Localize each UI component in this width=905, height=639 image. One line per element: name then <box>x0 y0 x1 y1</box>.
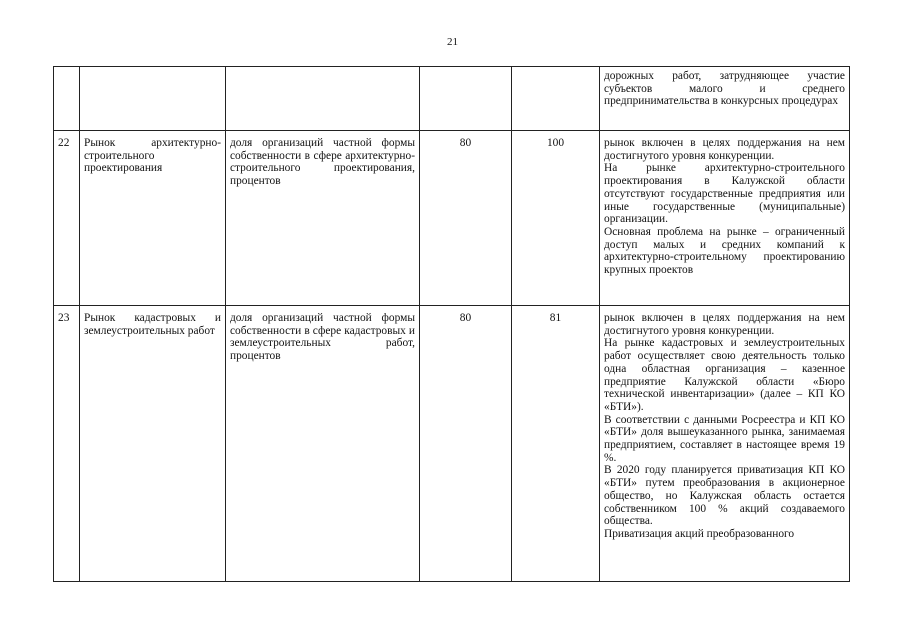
comment-paragraph: Основная проблема на рынке – ограниченный доступ малых и средних компаний к архитектурно-строительному проектированию крупных проектов <box>604 225 845 277</box>
comment-paragraph: рынок включен в целях поддержания на нем достигнутого уровня конкуренции. <box>604 137 845 162</box>
row-number-cell: 22 <box>54 131 80 306</box>
indicator-cell: доля организаций частной формы собственности в сфере кадастровых и землеустроительных работ, процентов <box>226 306 420 582</box>
indicator-cell <box>226 67 420 131</box>
comment-paragraph: В соответствии с данными Росреестра и КП КО «БТИ» доля вышеуказанного рынка, занимаемая предприятием, составляет в настоящее время 19 %. <box>604 413 845 464</box>
market-cell: Рынок архитектурно-строительного проектирования <box>80 131 226 306</box>
page-number: 21 <box>447 36 458 48</box>
comment-paragraph: Приватизация акций преобразованного <box>604 527 795 540</box>
comment-paragraph: На рынке кадастровых и землеустроительных работ осуществляет свою деятельность только одна областная организация – казенное предприятие Калужской области «Бюро технической инвентаризации» (далее – КП КО «БТИ»). <box>604 337 845 413</box>
market-cell: Рынок кадастровых и землеустроительных работ <box>80 306 226 582</box>
comment-paragraph: На рынке архитектурно-строительного проектирования в Калужской области отсутствуют государственные предприятия или иные государственные (муниципальные) организации. <box>604 162 845 226</box>
comment-cell <box>600 67 850 131</box>
table-row <box>54 67 850 131</box>
row-number-cell: 23 <box>54 306 80 582</box>
comment-paragraph: В 2020 году планируется приватизация КП КО «БТИ» путем преобразования в акционерное общество, но Калужская область остается собственником 100 % акций создаваемого общества. <box>604 464 845 528</box>
market-table <box>53 66 850 582</box>
value-b-cell: 100 <box>512 131 600 306</box>
value-b-cell <box>512 67 600 131</box>
value-a-cell: 80 <box>420 306 512 582</box>
row-number-cell <box>54 67 80 131</box>
comment-cell <box>600 131 850 306</box>
value-a-cell: 80 <box>420 131 512 306</box>
value-a-cell <box>420 67 512 131</box>
comment-cell <box>600 306 850 582</box>
market-cell <box>80 67 226 131</box>
table-row <box>54 306 850 582</box>
comment-paragraph: дорожных работ, затрудняющее участие субъектов малого и среднего предпринимательства в конкурсных процедурах <box>604 70 845 108</box>
table-row <box>54 131 850 306</box>
value-b-cell: 81 <box>512 306 600 582</box>
indicator-cell: доля организаций частной формы собственности в сфере архитектурно-строительного проектирования, процентов <box>226 131 420 306</box>
comment-paragraph: рынок включен в целях поддержания на нем достигнутого уровня конкуренции. <box>604 312 845 337</box>
